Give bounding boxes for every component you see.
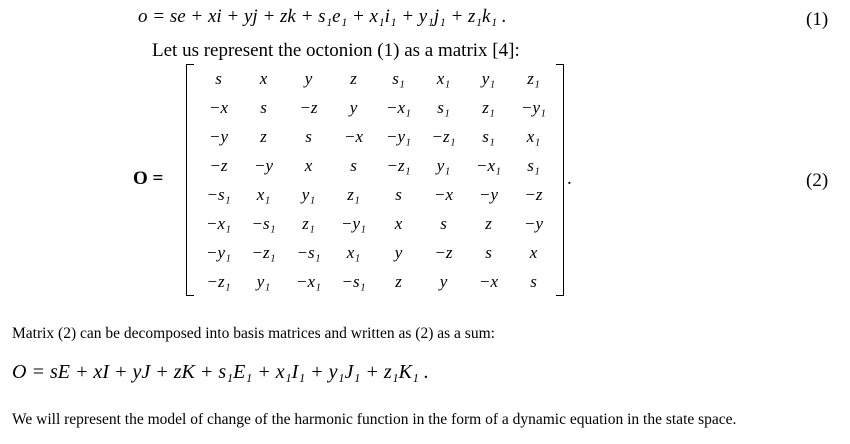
matrix-cell: −z bbox=[209, 155, 228, 175]
matrix-cell: s bbox=[215, 68, 222, 88]
matrix-cell: z₁ bbox=[527, 68, 540, 88]
equation-number-1: (1) bbox=[806, 9, 829, 30]
matrix-cell: s bbox=[305, 126, 312, 146]
equation-number-2: (2) bbox=[806, 170, 829, 191]
state-space-paragraph: We will represent the model of change of the harmonic function in the form of a dynamic equation in the state space. bbox=[12, 411, 737, 428]
matrix-cell: −x₁ bbox=[476, 155, 501, 175]
matrix-cell: s bbox=[440, 213, 447, 233]
matrix-cell: z bbox=[260, 126, 267, 146]
matrix-cell: y₁ bbox=[481, 68, 496, 88]
matrix-cell: y bbox=[439, 271, 448, 291]
matrix-cell: x₁ bbox=[436, 68, 451, 88]
matrix-cell: −z₁ bbox=[251, 242, 276, 262]
matrix-cell: y bbox=[394, 242, 403, 262]
matrix-cell: −x bbox=[478, 271, 499, 291]
matrix-cell: s bbox=[530, 271, 537, 291]
matrix-cell: −z₁ bbox=[386, 155, 411, 175]
matrix-cell: −x bbox=[433, 184, 454, 204]
matrix-cell: x₁ bbox=[346, 242, 361, 262]
matrix-cell: −z₁ bbox=[206, 271, 231, 291]
matrix-cell: y bbox=[349, 97, 358, 117]
matrix-cell: x₁ bbox=[526, 126, 541, 146]
matrix-cell: x bbox=[529, 242, 538, 262]
matrix-cell: z bbox=[350, 68, 357, 88]
octonion-equation: o = se + xi + yj + zk + s₁e₁ + x₁i₁ + y₁j₁ + z₁k₁ . bbox=[138, 6, 507, 27]
matrix-cell: s bbox=[260, 97, 267, 117]
matrix-cell: −y₁ bbox=[386, 126, 411, 146]
matrix-cell: s₁ bbox=[392, 68, 405, 88]
matrix-left-bracket bbox=[186, 64, 194, 296]
matrix-cell: −y bbox=[523, 213, 544, 233]
matrix-cell: −z₁ bbox=[431, 126, 456, 146]
matrix-cell: y₁ bbox=[301, 184, 316, 204]
matrix-cell: −y₁ bbox=[341, 213, 366, 233]
matrix-cell: x₁ bbox=[256, 184, 271, 204]
matrix-cell: x bbox=[259, 68, 268, 88]
intro-sentence: Let us represent the octonion (1) as a matrix [4]: bbox=[152, 40, 520, 61]
octonion-matrix bbox=[196, 64, 556, 296]
matrix-cell: −z bbox=[299, 97, 318, 117]
matrix-cell: −z bbox=[434, 242, 453, 262]
matrix-cell: x bbox=[304, 155, 313, 175]
matrix-cell: s bbox=[485, 242, 492, 262]
matrix-cell: −y bbox=[208, 126, 229, 146]
matrix-cell: y₁ bbox=[256, 271, 271, 291]
matrix-cell: −s₁ bbox=[341, 271, 366, 291]
matrix-cell: z₁ bbox=[347, 184, 360, 204]
matrix-cell: −y bbox=[478, 184, 499, 204]
matrix-cell: z bbox=[485, 213, 492, 233]
matrix-cell: −s₁ bbox=[296, 242, 321, 262]
matrix-cell: z bbox=[395, 271, 402, 291]
matrix-cell: −y bbox=[253, 155, 274, 175]
matrix-cell: s₁ bbox=[482, 126, 495, 146]
matrix-cell: s bbox=[395, 184, 402, 204]
matrix-cell: −x₁ bbox=[296, 271, 321, 291]
matrix-cell: −x₁ bbox=[206, 213, 231, 233]
matrix-cell: s bbox=[350, 155, 357, 175]
matrix-cell: −y₁ bbox=[521, 97, 546, 117]
matrix-cell: y bbox=[304, 68, 313, 88]
matrix-cell: x bbox=[394, 213, 403, 233]
matrix-cell: y₁ bbox=[436, 155, 451, 175]
matrix-cell: −s₁ bbox=[206, 184, 231, 204]
matrix-cell: −z bbox=[524, 184, 543, 204]
matrix-cell: z₁ bbox=[482, 97, 495, 117]
matrix-cell: −x bbox=[343, 126, 364, 146]
matrix-cell: −s₁ bbox=[251, 213, 276, 233]
matrix-cell: −x bbox=[208, 97, 229, 117]
matrix-right-bracket bbox=[556, 64, 564, 296]
matrix-cell: s₁ bbox=[527, 155, 540, 175]
matrix-period: . bbox=[567, 168, 572, 189]
matrix-cell: −y₁ bbox=[206, 242, 231, 262]
matrix-cell: s₁ bbox=[437, 97, 450, 117]
matrix-cell: z₁ bbox=[302, 213, 315, 233]
decomposition-paragraph: Matrix (2) can be decomposed into basis matrices and written as (2) as a sum: bbox=[12, 325, 495, 342]
matrix-label: O = bbox=[133, 168, 164, 189]
basis-sum-equation: O = sE + xI + yJ + zK + s₁E₁ + x₁I₁ + y₁J₁ + z₁K₁ . bbox=[12, 361, 429, 383]
matrix-cell: −x₁ bbox=[386, 97, 411, 117]
